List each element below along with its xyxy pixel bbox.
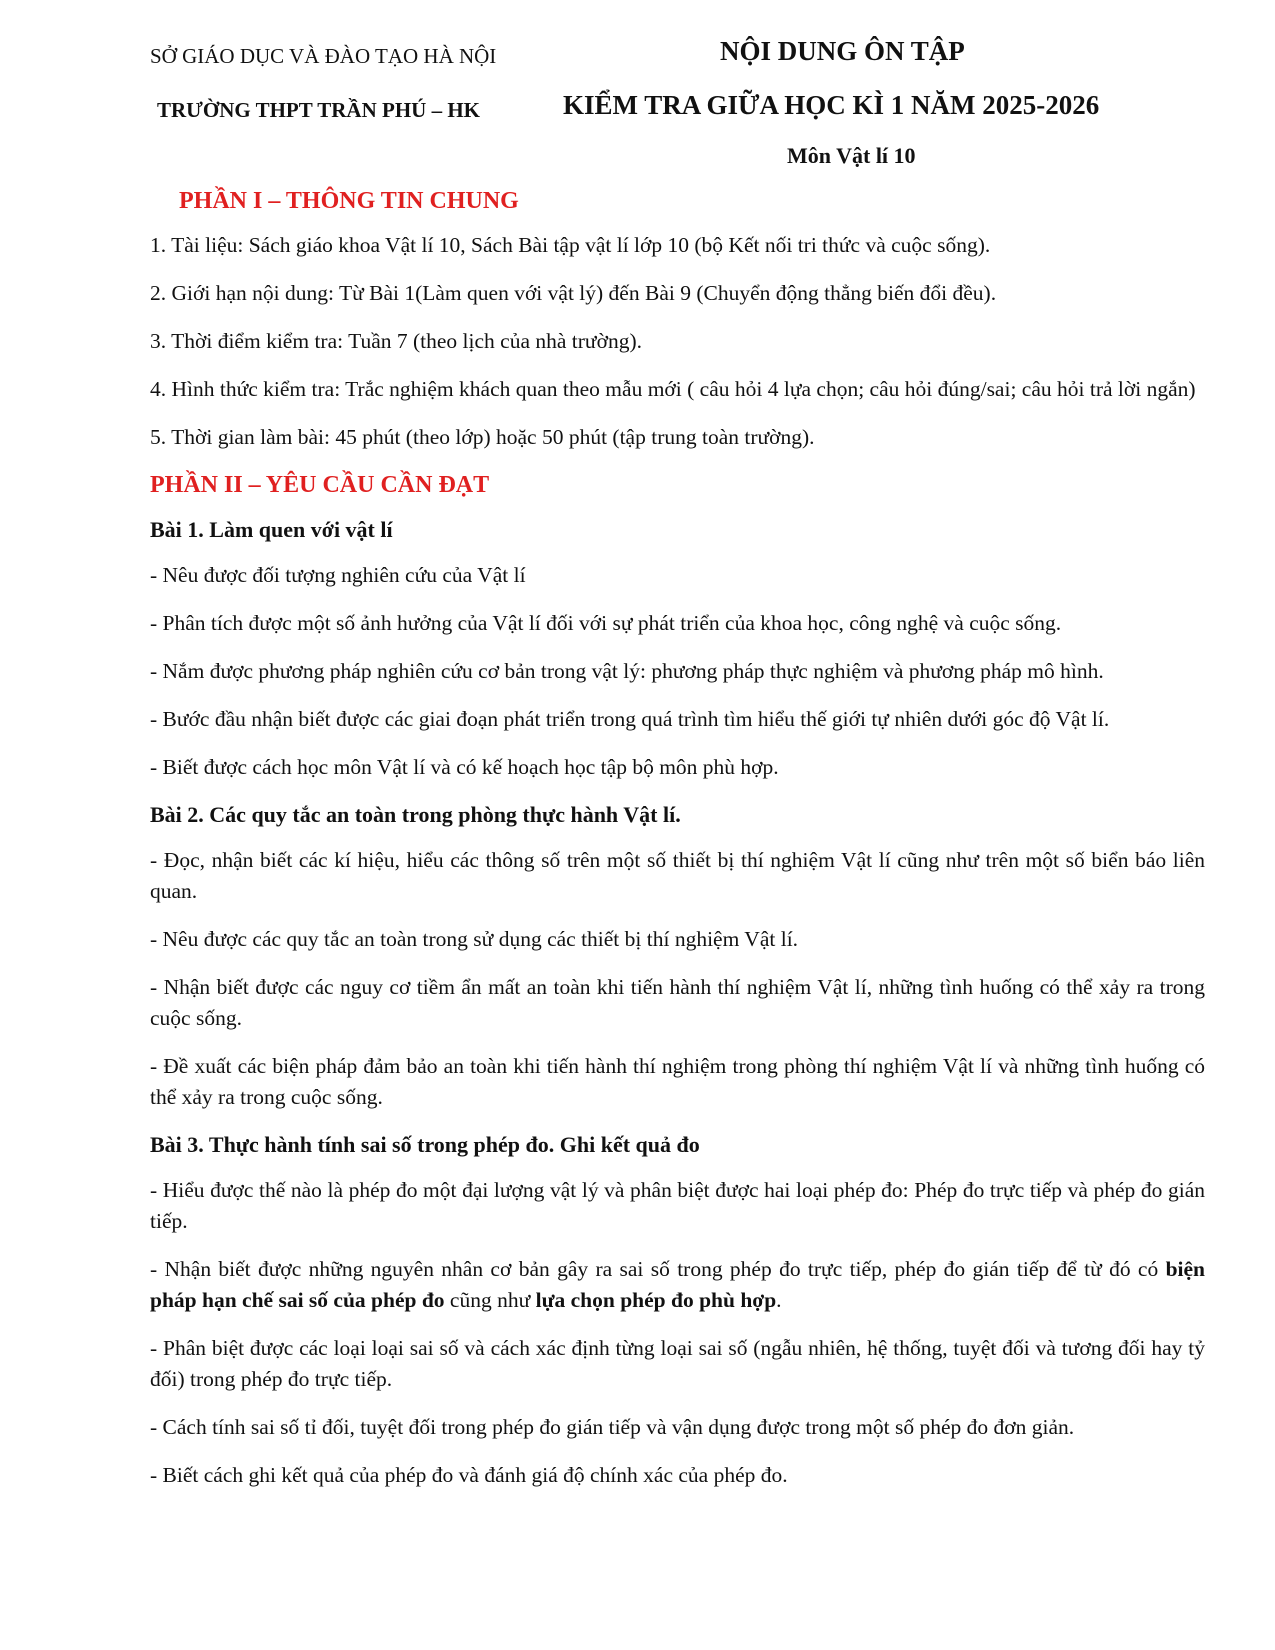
document-subtitle: KIỂM TRA GIỮA HỌC KÌ 1 NĂM 2025-2026 bbox=[563, 90, 1100, 120]
lesson2-item: - Đọc, nhận biết các kí hiệu, hiểu các thông số trên một số thiết bị thí nghiệm Vật lí cũng như trên một số biển báo liên quan. bbox=[150, 848, 1205, 903]
lesson3-item: - Phân biệt được các loại loại sai số và cách xác định từng loại sai số (ngẫu nhiên, hệ thống, tuyệt đối và tương đối hay tỷ đối) trong phép đo trực tiếp. bbox=[150, 1336, 1205, 1391]
lesson2-item: - Nhận biết được các nguy cơ tiềm ẩn mất an toàn khi tiến hành thí nghiệm Vật lí, những tình huống có thể xảy ra trong cuộc sống. bbox=[150, 975, 1205, 1030]
document-page bbox=[150, 0, 1205, 1508]
part1-item: 3. Thời điểm kiểm tra: Tuần 7 (theo lịch của nhà trường). bbox=[150, 329, 642, 353]
document-header bbox=[150, 0, 1205, 178]
part2-title: PHẦN II – YÊU CẦU CẦN ĐẠT bbox=[150, 472, 490, 498]
lesson1-item: - Nêu được đối tượng nghiên cứu của Vật lí bbox=[150, 563, 526, 587]
lesson2-title: Bài 2. Các quy tắc an toàn trong phòng thực hành Vật lí. bbox=[150, 802, 681, 827]
part1-list bbox=[150, 230, 1205, 453]
lesson1-item: - Bước đầu nhận biết được các giai đoạn phát triển trong quá trình tìm hiểu thế giới tự nhiên dưới góc độ Vật lí. bbox=[150, 707, 1110, 731]
text-run: cũng như bbox=[444, 1288, 536, 1312]
lesson3-item-mixed bbox=[150, 1254, 1205, 1316]
text-run: . bbox=[776, 1288, 782, 1312]
subject-name: Môn Vật lí 10 bbox=[787, 143, 916, 168]
document-title: NỘI DUNG ÔN TẬP bbox=[720, 36, 965, 66]
lesson2-item: - Đề xuất các biện pháp đảm bảo an toàn khi tiến hành thí nghiệm trong phòng thí nghiệm Vật lí và những tình huống có thể xảy ra trong cuộc sống. bbox=[150, 1054, 1205, 1109]
lesson3-item: - Cách tính sai số tỉ đối, tuyệt đối trong phép đo gián tiếp và vận dụng được trong một số phép đo đơn giản. bbox=[150, 1415, 1075, 1439]
lesson3-item: - Biết cách ghi kết quả của phép đo và đánh giá độ chính xác của phép đo. bbox=[150, 1463, 788, 1487]
lesson3-item: - Hiểu được thế nào là phép đo một đại lượng vật lý và phân biệt được hai loại phép đo: Phép đo trực tiếp và phép đo gián tiếp. bbox=[150, 1178, 1205, 1233]
school-name: TRƯỜNG THPT TRẦN PHÚ – HK bbox=[157, 98, 481, 122]
part1-item: 4. Hình thức kiểm tra: Trắc nghiệm khách quan theo mẫu mới ( câu hỏi 4 lựa chọn; câu hỏi đúng/sai; câu hỏi trả lời ngắn) bbox=[150, 377, 1196, 401]
text-run: - Nhận biết được những nguyên nhân cơ bản gây ra sai số trong phép đo trực tiếp, phép đo gián tiếp để từ đó có bbox=[150, 1257, 1166, 1281]
lesson1-title: Bài 1. Làm quen với vật lí bbox=[150, 517, 393, 542]
bold-phrase: biện pháp hạn chế sai số của phép đo bbox=[150, 1257, 1205, 1312]
lesson2-item: - Nêu được các quy tắc an toàn trong sử dụng các thiết bị thí nghiệm Vật lí. bbox=[150, 927, 799, 951]
lesson3-block bbox=[150, 1130, 1205, 1491]
lesson1-item: - Biết được cách học môn Vật lí và có kế hoạch học tập bộ môn phù hợp. bbox=[150, 755, 779, 779]
lesson1-item: - Phân tích được một số ảnh hưởng của Vật lí đối với sự phát triển của khoa học, công nghệ và cuộc sống. bbox=[150, 611, 1062, 635]
lesson3-title: Bài 3. Thực hành tính sai số trong phép đo. Ghi kết quả đo bbox=[150, 1132, 700, 1157]
lesson2-block bbox=[150, 800, 1205, 1113]
bold-phrase: lựa chọn phép đo phù hợp bbox=[535, 1288, 777, 1312]
part1-item: 1. Tài liệu: Sách giáo khoa Vật lí 10, Sách Bài tập vật lí lớp 10 (bộ Kết nối tri thức và cuộc sống). bbox=[150, 233, 991, 257]
part1-item: 2. Giới hạn nội dung: Từ Bài 1(Làm quen với vật lý) đến Bài 9 (Chuyển động thẳng biến đổi đều). bbox=[150, 281, 997, 305]
part1-title: PHẦN I – THÔNG TIN CHUNG bbox=[179, 188, 519, 214]
lesson1-block bbox=[150, 515, 1205, 783]
part1-item: 5. Thời gian làm bài: 45 phút (theo lớp) hoặc 50 phút (tập trung toàn trường). bbox=[150, 425, 815, 449]
lesson1-item: - Nắm được phương pháp nghiên cứu cơ bản trong vật lý: phương pháp thực nghiệm và phương pháp mô hình. bbox=[150, 659, 1104, 683]
department-name: SỞ GIÁO DỤC VÀ ĐÀO TẠO HÀ NỘI bbox=[150, 44, 497, 68]
